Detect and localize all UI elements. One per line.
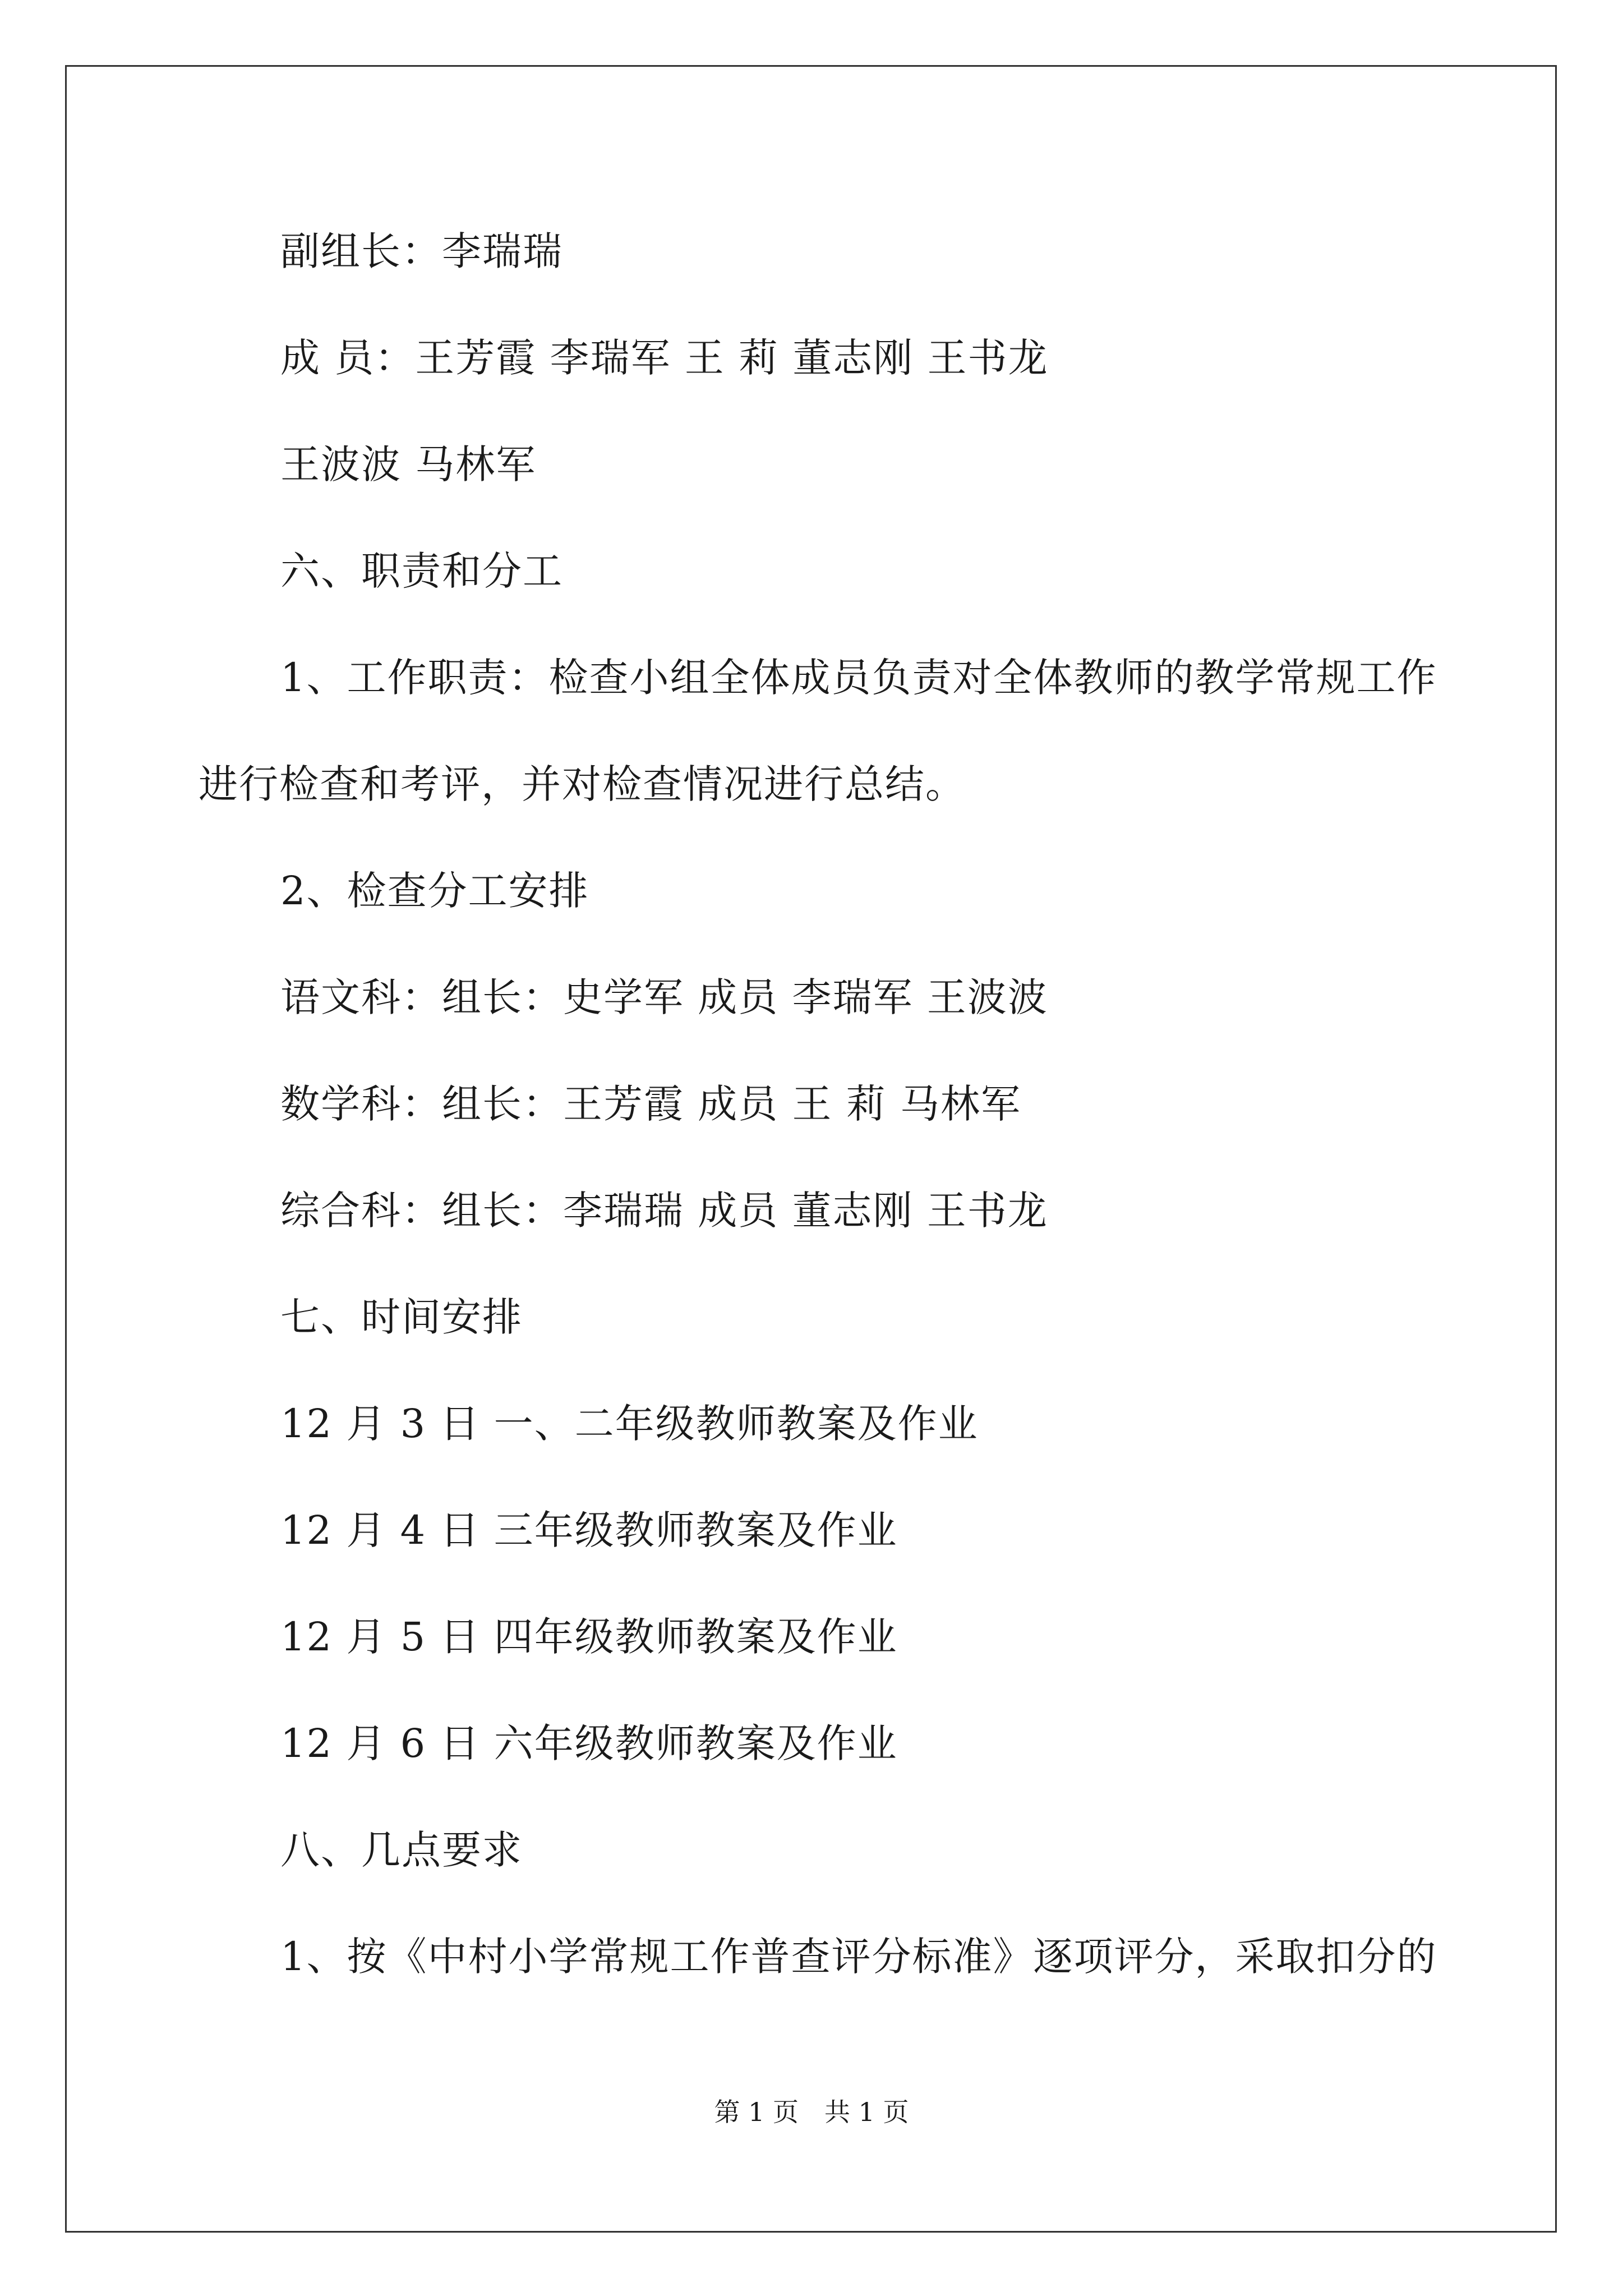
text-line-members-cont: 王波波 马林军 <box>280 441 537 487</box>
text-line-schedule-dec4: 12 月 4 日 三年级教师教案及作业 <box>280 1507 898 1553</box>
text-line-schedule-dec5: 12 月 5 日 四年级教师教案及作业 <box>280 1614 898 1660</box>
section-heading-schedule: 七、时间安排 <box>280 1294 523 1340</box>
text-line-general-group: 综合科：组长：李瑞瑞 成员 董志刚 王书龙 <box>280 1188 1048 1234</box>
page-border <box>65 65 1557 2233</box>
section-heading-duties: 六、职责和分工 <box>280 548 563 594</box>
text-line-deputy-leader: 副组长：李瑞瑞 <box>280 228 563 274</box>
text-line-duty-1-cont: 进行检查和考评，并对检查情况进行总结。 <box>199 761 966 807</box>
text-line-members: 成 员：王芳霞 李瑞军 王 莉 董志刚 王书龙 <box>280 335 1049 381</box>
text-line-schedule-dec6: 12 月 6 日 六年级教师教案及作业 <box>280 1720 898 1766</box>
text-line-chinese-group: 语文科：组长：史学军 成员 李瑞军 王波波 <box>280 974 1048 1020</box>
text-line-requirement-1: 1、按《中村小学常规工作普查评分标准》逐项评分，采取扣分的 <box>280 1934 1437 1980</box>
page-footer: 第 1 页 共 1 页 <box>714 2097 909 2127</box>
text-line-duty-2: 2、检查分工安排 <box>280 868 589 914</box>
text-line-duty-1: 1、工作职责：检查小组全体成员负责对全体教师的教学常规工作 <box>280 655 1437 701</box>
section-heading-requirements: 八、几点要求 <box>280 1827 523 1873</box>
text-line-math-group: 数学科：组长：王芳霞 成员 王 莉 马林军 <box>280 1081 1022 1127</box>
text-line-schedule-dec3: 12 月 3 日 一、二年级教师教案及作业 <box>280 1401 979 1447</box>
